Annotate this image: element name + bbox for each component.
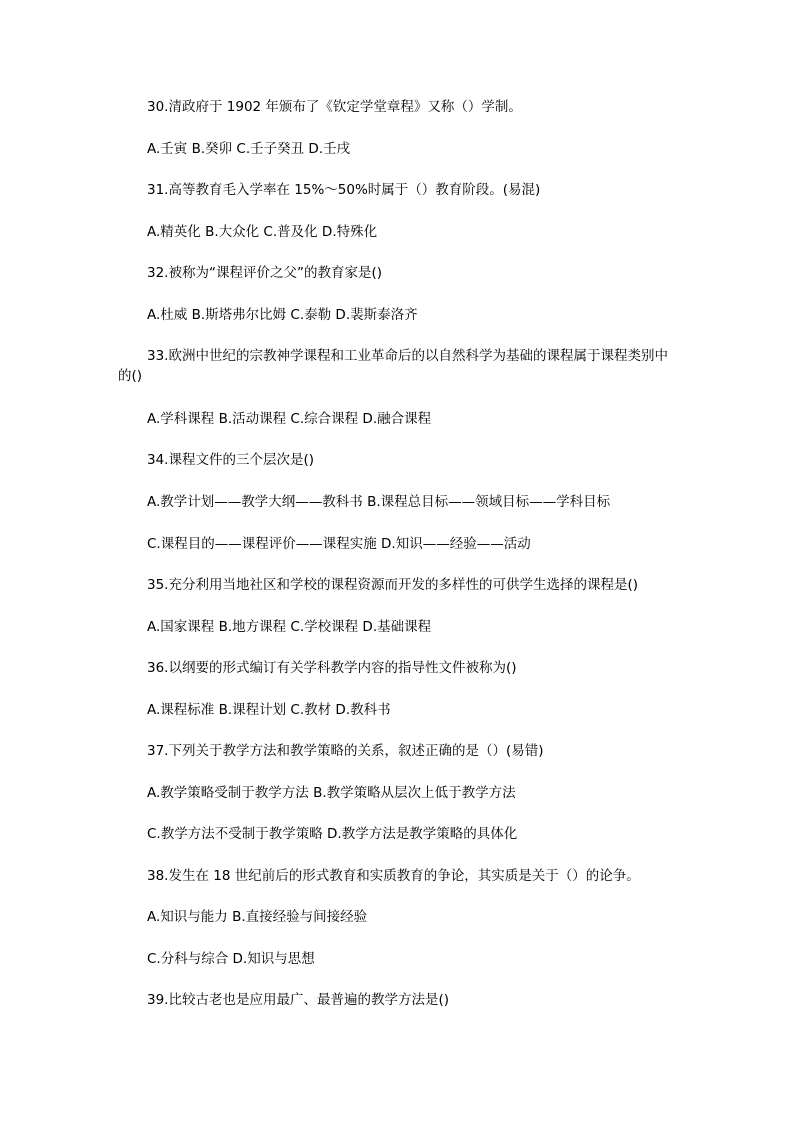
question-37-options-cd: C.教学方法不受制于教学策略 D.教学方法是教学策略的具体化 [147,826,518,842]
question-30-stem: 30.清政府于 1902 年颁布了《钦定学堂章程》又称（）学制。 [147,99,522,115]
question-32-stem: 32.被称为“课程评价之父”的教育家是() [147,265,382,281]
question-34-options-ab: A.教学计划——教学大纲——教科书 B.课程总目标——领域目标——学科目标 [147,494,611,510]
question-34-stem: 34.课程文件的三个层次是() [147,452,315,468]
question-33-options: A.学科课程 B.活动课程 C.综合课程 D.融合课程 [147,411,432,427]
question-32-options: A.杜威 B.斯塔弗尔比姆 C.泰勒 D.裴斯泰洛齐 [147,307,418,323]
question-37-stem: 37.下列关于教学方法和教学策略的关系，叙述正确的是（）(易错) [147,743,544,759]
question-38-options-cd: C.分科与综合 D.知识与思想 [147,951,315,967]
question-33-stem: 33.欧洲中世纪的宗教神学课程和工业革命后的以自然科学为基础的课程属于课程类别中的() [118,348,668,384]
question-36-stem: 36.以纲要的形式编订有关学科教学内容的指导性文件被称为() [147,660,517,676]
question-31-stem: 31.高等教育毛入学率在 15%～50%时属于（）教育阶段。(易混) [147,182,541,198]
question-38-stem: 38.发生在 18 世纪前后的形式教育和实质教育的争论，其实质是关于（）的论争。 [147,868,640,884]
question-38-options-ab: A.知识与能力 B.直接经验与间接经验 [147,909,368,925]
question-35-options: A.国家课程 B.地方课程 C.学校课程 D.基础课程 [147,619,432,635]
question-39-stem: 39.比较古老也是应用最广、最普遍的教学方法是() [147,992,450,1008]
question-30-options: A.壬寅 B.癸卯 C.壬子癸丑 D.壬戌 [147,141,351,157]
question-35-stem: 35.充分利用当地社区和学校的课程资源而开发的多样性的可供学生选择的课程是() [147,577,639,593]
question-34-options-cd: C.课程目的——课程评价——课程实施 D.知识——经验——活动 [147,536,531,552]
question-36-options: A.课程标准 B.课程计划 C.教材 D.教科书 [147,702,391,718]
question-37-options-ab: A.教学策略受制于教学方法 B.教学策略从层次上低于教学方法 [147,785,516,801]
question-31-options: A.精英化 B.大众化 C.普及化 D.特殊化 [147,224,378,240]
